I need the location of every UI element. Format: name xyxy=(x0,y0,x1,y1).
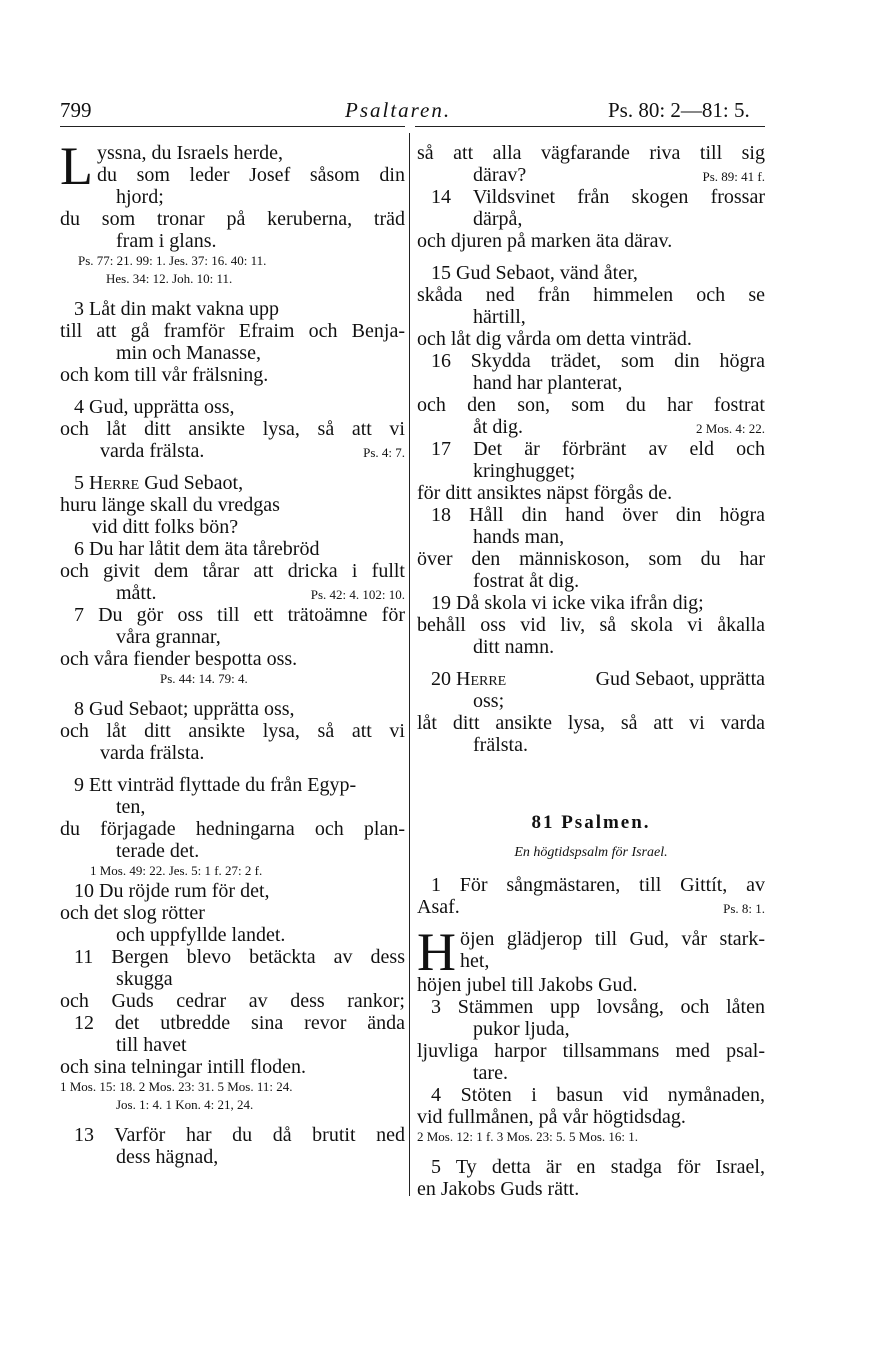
verse-line: 12 det utbredde sina revor ända xyxy=(74,1012,405,1034)
verse-5 xyxy=(60,472,405,538)
verse-line: och kom till vår frälsning. xyxy=(60,364,269,386)
verse-line: 15 Gud Sebaot, vänd åter, xyxy=(431,262,638,284)
verse-line: dess hägnad, xyxy=(116,1146,219,1168)
verse-line: så att alla vägfarande riva till sig xyxy=(417,142,765,164)
verse-line: en Jakobs Guds rätt. xyxy=(417,1178,580,1200)
ps81-verse-2 xyxy=(417,922,765,996)
verse-line: 14 Vildsvinet från skogen frossar xyxy=(431,186,765,208)
verse-line: 17 Det är förbränt av eld och xyxy=(431,438,765,460)
verse-line: 10 Du röjde rum för det, xyxy=(74,880,270,902)
verse-line: 18 Håll din hand över din högra xyxy=(431,504,765,526)
running-title: Psaltaren. xyxy=(345,98,452,122)
verse-line: och låt ditt ansikte lysa, så att vi xyxy=(60,720,405,742)
psalm-81-heading: 81 Psalmen. xyxy=(531,812,651,833)
left-column xyxy=(60,136,405,1168)
verse-line: terade det. xyxy=(116,840,200,862)
verse-line: 11 Bergen blevo betäckta av dess xyxy=(74,946,405,968)
verse-line: varda frälsta. xyxy=(100,440,205,462)
verse-15 xyxy=(417,262,765,350)
verse-line: 3 Stämmen upp lovsång, och låten xyxy=(431,996,765,1018)
verse-line: du förjagade hedningarna och plan- xyxy=(60,818,405,840)
verse-line: hjord; xyxy=(116,186,164,208)
verse-line: hand har planterat, xyxy=(473,372,623,394)
verse-line: 19 Då skola vi icke vika ifrån dig; xyxy=(431,592,704,614)
verse-line: öjen glädjerop till Gud, vår stark- xyxy=(460,928,765,950)
verse-18 xyxy=(417,504,765,592)
cross-reference: 1 Mos. 49: 22. Jes. 5: 1 f. 27: 2 f. xyxy=(90,863,263,878)
verse-4 xyxy=(60,396,405,462)
verse-line: över den människoson, som du har xyxy=(417,548,765,570)
cross-reference: 2 Mos. 12: 1 f. 3 Mos. 23: 5. 5 Mos. 16: 1. xyxy=(417,1129,639,1144)
verse-line: mått. xyxy=(116,582,157,604)
cross-reference: Ps. 4: 7. xyxy=(363,445,405,460)
column-divider xyxy=(409,133,410,1196)
ps81-verse-3 xyxy=(417,996,765,1084)
verse-line: 13 Varför har du då brutit ned xyxy=(74,1124,405,1146)
cross-reference: 2 Mos. 4: 22. xyxy=(696,421,765,436)
verse-line: och det slog rötter xyxy=(60,902,205,924)
lord-smallcaps: Herre xyxy=(456,668,507,690)
verse-line: och Guds cedrar av dess rankor; xyxy=(60,990,405,1012)
drop-cap: L xyxy=(60,136,93,196)
verse-16 xyxy=(417,350,765,438)
cross-reference: Jos. 1: 4. 1 Kon. 4: 21, 24. xyxy=(116,1097,254,1112)
verse-3 xyxy=(60,298,405,386)
verse-line: behåll oss vid liv, så skola vi åkalla xyxy=(417,614,765,636)
verse-line: och våra fiender bespotta oss. xyxy=(60,648,298,670)
verse-line: 3 Låt din makt vakna upp xyxy=(74,298,279,320)
verse-line: och uppfyllde landet. xyxy=(116,924,286,946)
cross-reference: 1 Mos. 15: 18. 2 Mos. 23: 31. 5 Mos. 11: 24. xyxy=(60,1079,293,1094)
verse-line: skugga xyxy=(116,968,173,990)
verse-14 xyxy=(417,186,765,252)
verse-line: min och Manasse, xyxy=(116,342,261,364)
verse-line: frälsta. xyxy=(473,734,528,756)
verse-line: 5 Ty detta är en stadga för Israel, xyxy=(431,1156,765,1178)
verse-line: 4 Gud, upprätta oss, xyxy=(74,396,235,418)
verse-line: fostrat åt dig. xyxy=(473,570,580,592)
verse-number: 5 xyxy=(74,472,84,494)
cross-reference: Ps. 8: 1. xyxy=(723,901,765,916)
verse-12 xyxy=(60,1012,405,1114)
verse-17 xyxy=(417,438,765,504)
verse-line: och låt ditt ansikte lysa, så att vi xyxy=(60,418,405,440)
verse-line: 7 Du gör oss till ett trätoämne för xyxy=(74,604,405,626)
header-rule-right xyxy=(415,126,765,127)
verse-19 xyxy=(417,592,765,658)
verse-line: skåda ned från himmelen och se xyxy=(417,284,765,306)
verse-line: huru länge skall du vredgas xyxy=(60,494,280,516)
chapter-reference: Ps. 80: 2—81: 5. xyxy=(608,98,750,122)
verse-line: Asaf. xyxy=(417,896,460,918)
ps81-verse-1 xyxy=(417,874,765,918)
verse-13 xyxy=(60,1124,405,1168)
lord-smallcaps: Herre xyxy=(89,472,140,494)
verse-line: till havet xyxy=(116,1034,187,1056)
verse-line: Gud Sebaot, xyxy=(144,472,244,494)
verse-line: 16 Skydda trädet, som din högra xyxy=(431,350,765,372)
verse-line: våra grannar, xyxy=(116,626,221,648)
verse-line: härtill, xyxy=(473,306,526,328)
verse-line: 4 Stöten i basun vid nymånaden, xyxy=(431,1084,765,1106)
verse-20 xyxy=(417,668,765,756)
verse-10 xyxy=(60,880,405,946)
cross-reference: Ps. 44: 14. 79: 4. xyxy=(160,671,248,686)
cross-reference: Ps. 77: 21. 99: 1. Jes. 37: 16. 40: 11. xyxy=(78,253,267,268)
verse-7 xyxy=(60,604,405,688)
verse-line: ditt namn. xyxy=(473,636,555,658)
verse-9 xyxy=(60,774,405,880)
verse-2 xyxy=(60,136,405,288)
verse-line: därav? xyxy=(473,164,527,186)
verse-line: 8 Gud Sebaot; upprätta oss, xyxy=(74,698,295,720)
page-number: 799 xyxy=(60,98,92,122)
verse-line: 9 Ett vinträd flyttade du från Egyp- xyxy=(74,774,357,796)
ps81-verse-5 xyxy=(417,1156,765,1200)
ps81-verse-4 xyxy=(417,1084,765,1146)
verse-line: ljuvliga harpor tillsammans med psal- xyxy=(417,1040,765,1062)
psalm-81-subtitle: En högtidspsalm för Israel. xyxy=(514,845,668,860)
verse-6 xyxy=(60,538,405,604)
verse-line: yssna, du Israels herde, xyxy=(97,142,284,164)
verse-line: åt dig. xyxy=(473,416,523,438)
verse-line: het, xyxy=(460,950,490,972)
cross-reference: Ps. 42: 4. 102: 10. xyxy=(310,587,405,602)
verse-line: och givit dem tårar att dricka i fullt xyxy=(60,560,405,582)
verse-line: 6 Du har låtit dem äta tårebröd xyxy=(74,538,320,560)
verse-line: kringhugget; xyxy=(473,460,576,482)
verse-line: till att gå framför Efraim och Benja- xyxy=(60,320,405,342)
verse-line: fram i glans. xyxy=(116,230,217,252)
verse-line: du som leder Josef såsom din xyxy=(97,164,405,186)
verse-line: och låt dig vårda om detta vinträd. xyxy=(417,328,692,350)
verse-line: för ditt ansiktes näpst förgås de. xyxy=(417,482,673,504)
verse-11 xyxy=(60,946,405,1012)
verse-line: oss; xyxy=(473,690,505,712)
verse-line: pukor ljuda, xyxy=(473,1018,570,1040)
verse-line: därpå, xyxy=(473,208,523,230)
verse-line: och djuren på marken äta därav. xyxy=(417,230,673,252)
verse-line: vid ditt folks bön? xyxy=(92,516,239,538)
verse-line: Gud Sebaot, upprätta xyxy=(595,668,765,690)
verse-line: höjen jubel till Jakobs Gud. xyxy=(417,974,638,996)
drop-cap: H xyxy=(417,922,456,982)
cross-reference: Ps. 89: 41 f. xyxy=(702,169,765,184)
right-column xyxy=(417,142,765,1200)
verse-line: och den son, som du har fostrat xyxy=(417,394,765,416)
verse-line: ten, xyxy=(116,796,146,818)
verse-number: 20 xyxy=(431,668,451,690)
verse-line: vid fullmånen, på vår högtidsdag. xyxy=(417,1106,686,1128)
verse-8 xyxy=(60,698,405,764)
verse-line: 1 För sångmästaren, till Gittít, av xyxy=(431,874,765,896)
cross-reference: Hes. 34: 12. Joh. 10: 11. xyxy=(106,271,233,286)
verse-line: tare. xyxy=(473,1062,508,1084)
verse-line: låt ditt ansikte lysa, så att vi varda xyxy=(417,712,765,734)
verse-line: du som tronar på keruberna, träd xyxy=(60,208,405,230)
verse-line: och sina telningar intill floden. xyxy=(60,1056,307,1078)
header-rule-left xyxy=(60,126,405,127)
verse-line: hands man, xyxy=(473,526,565,548)
verse-line: varda frälsta. xyxy=(100,742,205,764)
verse-13-continued xyxy=(417,142,765,186)
